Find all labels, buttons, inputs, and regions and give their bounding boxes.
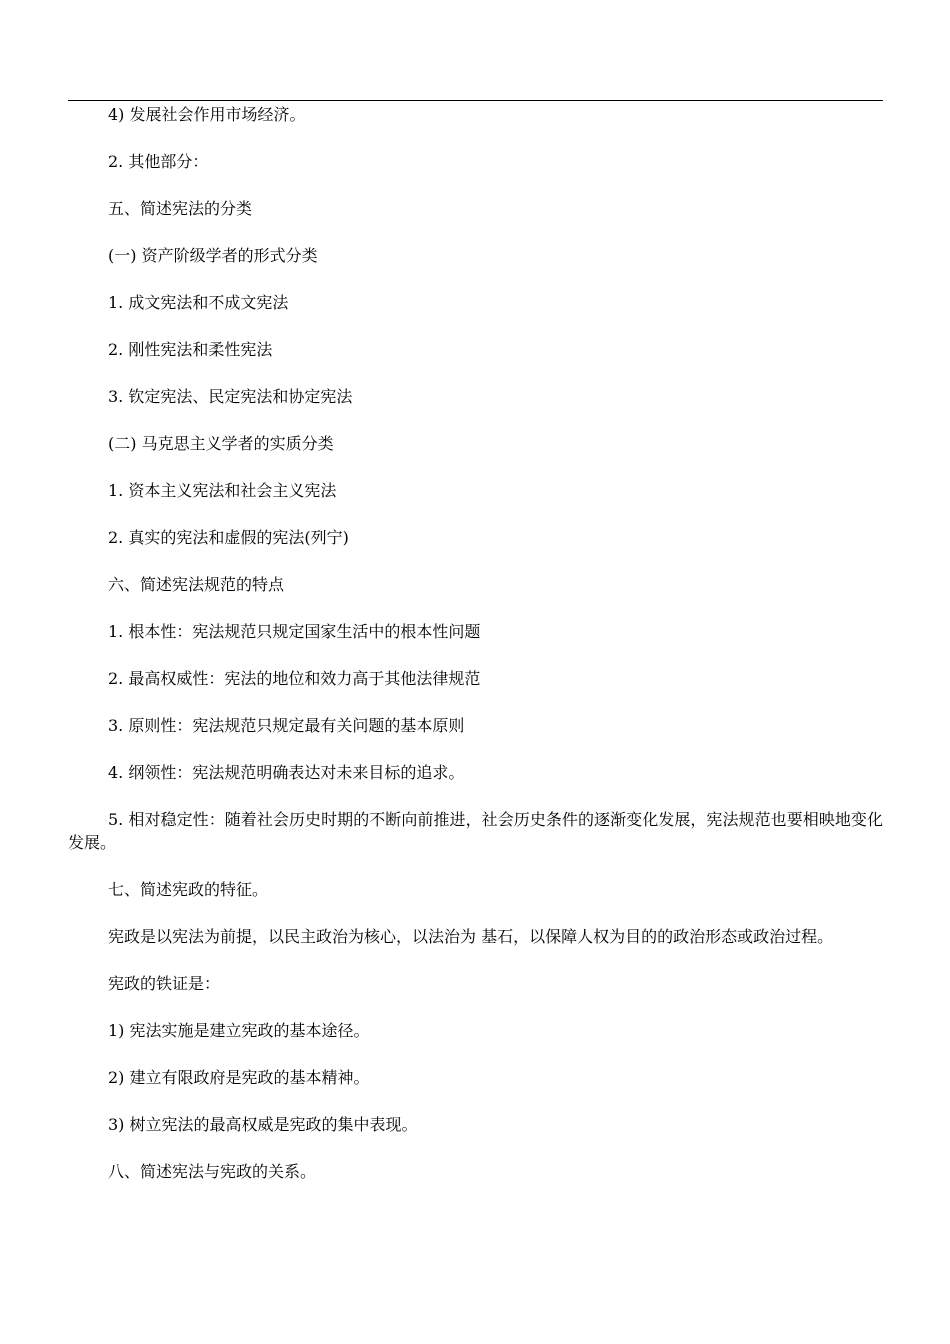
paragraph: 2. 最高权威性：宪法的地位和效力高于其他法律规范 <box>108 669 481 688</box>
paragraph: 5. 相对稳定性：随着社会历史时期的不断向前推进，社会历史条件的逐渐变化发展，宪法规范也要相映地变化发展。 <box>68 810 883 852</box>
paragraph: 3) 树立宪法的最高权威是宪政的集中表现。 <box>108 1115 418 1134</box>
paragraph: 1) 宪法实施是建立宪政的基本途径。 <box>108 1021 370 1040</box>
document-body <box>68 103 883 1207</box>
header-rule <box>68 100 883 101</box>
paragraph: 2. 真实的宪法和虚假的宪法(列宁) <box>108 528 349 547</box>
paragraph: 1. 根本性：宪法规范只规定国家生活中的根本性问题 <box>108 622 481 641</box>
paragraph: 4. 纲领性：宪法规范明确表达对未来目标的追求。 <box>108 763 465 782</box>
subsection-heading: (一) 资产阶级学者的形式分类 <box>108 246 318 265</box>
section-heading: 六、简述宪法规范的特点 <box>108 575 285 594</box>
paragraph: 2. 刚性宪法和柔性宪法 <box>108 340 273 359</box>
paragraph: 2. 其他部分： <box>108 152 209 171</box>
paragraph: 2) 建立有限政府是宪政的基本精神。 <box>108 1068 370 1087</box>
paragraph: 3. 原则性：宪法规范只规定最有关问题的基本原则 <box>108 716 465 735</box>
section-heading: 七、简述宪政的特征。 <box>108 880 269 899</box>
paragraph: 宪政的铁证是： <box>108 974 221 993</box>
paragraph: 4) 发展社会作用市场经济。 <box>108 105 306 124</box>
paragraph: 1. 成文宪法和不成文宪法 <box>108 293 289 312</box>
subsection-heading: (二) 马克思主义学者的实质分类 <box>108 434 334 453</box>
section-heading: 八、简述宪法与宪政的关系。 <box>108 1162 317 1181</box>
paragraph: 1. 资本主义宪法和社会主义宪法 <box>108 481 337 500</box>
paragraph: 宪政是以宪法为前提，以民主政治为核心，以法治为 基石，以保障人权为目的的政治形态或政治过程。 <box>108 927 834 946</box>
paragraph: 3. 钦定宪法、民定宪法和协定宪法 <box>108 387 353 406</box>
section-heading: 五、简述宪法的分类 <box>108 199 253 218</box>
